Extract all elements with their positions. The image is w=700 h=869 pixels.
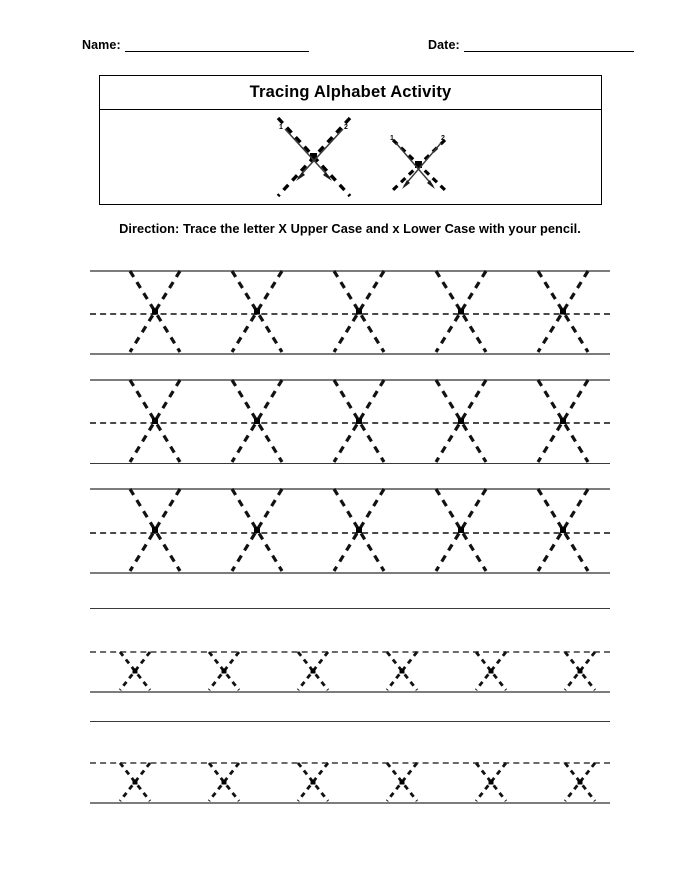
lower-row-1-top-line: [90, 651, 610, 653]
trace-letter-x-upper[interactable]: [128, 270, 182, 353]
trace-letter-x-lower[interactable]: [474, 762, 508, 802]
trace-letter-x-lower[interactable]: [474, 651, 508, 691]
name-label: Name:: [82, 38, 121, 52]
trace-letter-x-lower[interactable]: [563, 651, 597, 691]
separator-line: [90, 608, 610, 609]
trace-letter-x-lower[interactable]: [296, 762, 330, 802]
stroke-label-2: 2: [344, 124, 348, 131]
trace-letter-x-upper[interactable]: [332, 379, 386, 463]
trace-letter-x-lower[interactable]: [207, 762, 241, 802]
upper-row-2-base-line: [90, 463, 610, 464]
trace-letter-x-lower[interactable]: [118, 762, 152, 802]
trace-letter-x-lower[interactable]: [385, 762, 419, 802]
lower-row-1-base-line: [90, 691, 610, 693]
trace-letter-x-lower[interactable]: [385, 651, 419, 691]
trace-letter-x-upper[interactable]: [230, 379, 284, 463]
date-label: Date:: [428, 38, 460, 52]
upper-row-1-base-line: [90, 353, 610, 355]
trace-letter-x-upper[interactable]: [230, 488, 284, 572]
lower-row-2-top-line: [90, 762, 610, 764]
trace-letter-x-upper[interactable]: [128, 379, 182, 463]
separator-line: [90, 721, 610, 722]
trace-letter-x-upper[interactable]: [434, 379, 488, 463]
stroke-label-1: 1: [279, 124, 283, 131]
trace-letter-x-upper[interactable]: [434, 488, 488, 572]
trace-letter-x-upper[interactable]: [434, 270, 488, 353]
trace-letter-x-lower[interactable]: [563, 762, 597, 802]
trace-letter-x-upper[interactable]: [332, 270, 386, 353]
trace-letter-x-upper[interactable]: [536, 270, 590, 353]
upper-row-3-base-line: [90, 572, 610, 574]
stroke-label-1: 1: [390, 135, 394, 142]
trace-letter-x-upper[interactable]: [128, 488, 182, 572]
trace-letter-x-upper[interactable]: [230, 270, 284, 353]
trace-letter-x-lower[interactable]: [296, 651, 330, 691]
lower-row-2-base-line: [90, 802, 610, 804]
direction-text: Direction: Trace the letter X Upper Case and x Lower Case with your pencil.: [119, 221, 581, 236]
trace-letter-x-upper[interactable]: [332, 488, 386, 572]
stroke-label-2: 2: [441, 135, 445, 142]
trace-letter-x-upper[interactable]: [536, 379, 590, 463]
page-title: Tracing Alphabet Activity: [249, 83, 452, 101]
trace-letter-x-lower[interactable]: [207, 651, 241, 691]
trace-letter-x-upper[interactable]: [536, 488, 590, 572]
trace-letter-x-lower[interactable]: [118, 651, 152, 691]
